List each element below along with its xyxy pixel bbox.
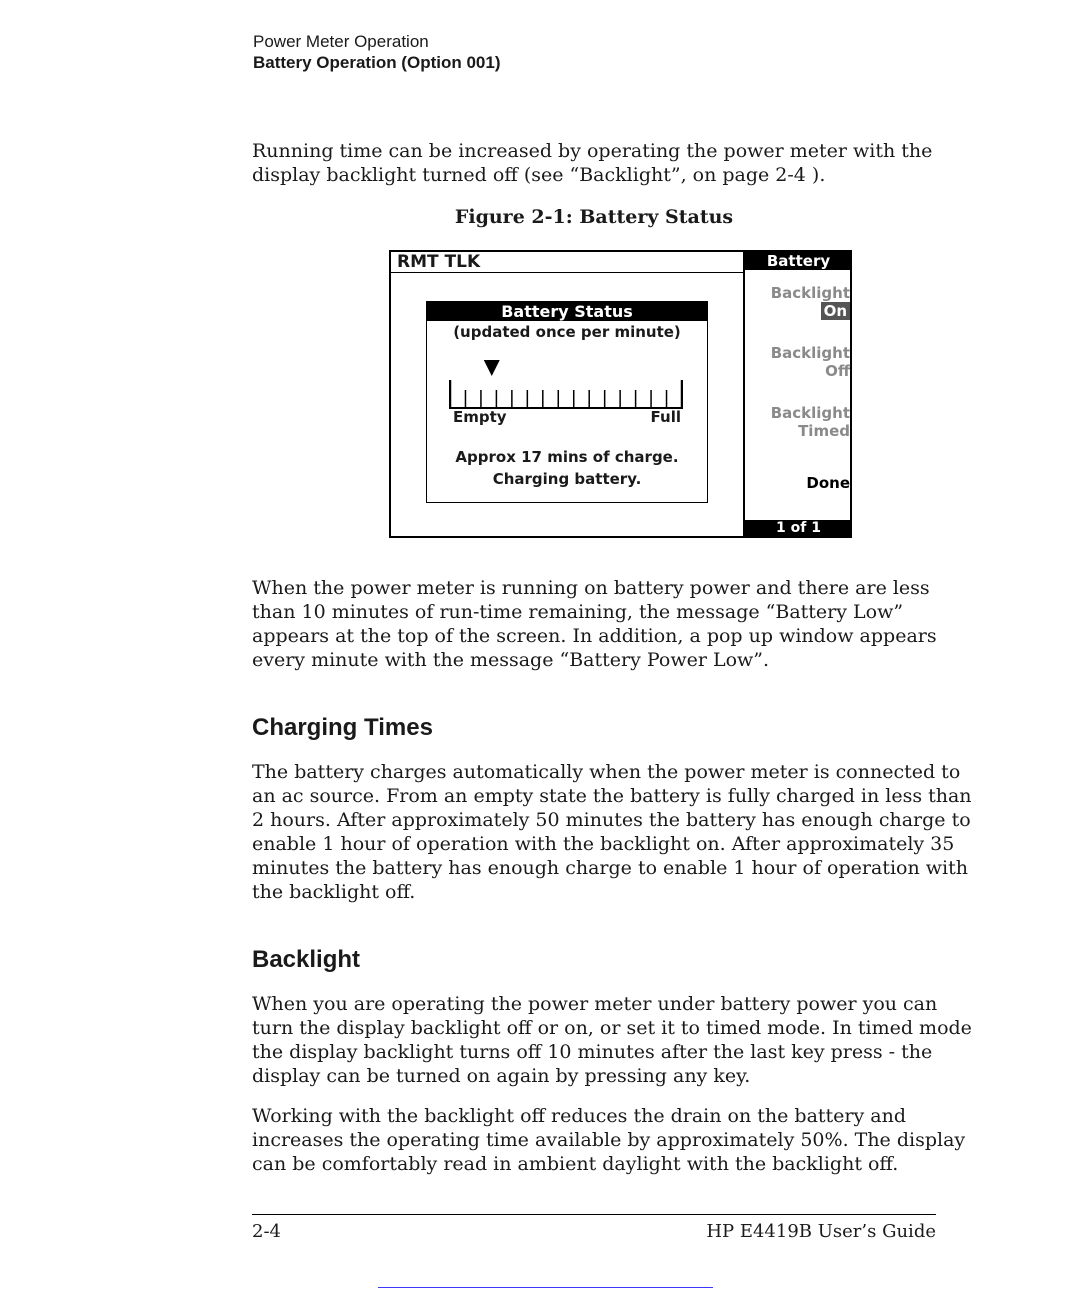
text-line: display can be turned on again by pressing any key. — [252, 1065, 751, 1087]
softkey-label: Backlight — [770, 284, 850, 302]
text-line: than 10 minutes of run-time remaining, the message “Battery Low” — [252, 601, 904, 623]
link-underline[interactable] — [378, 1287, 713, 1288]
softkey-done[interactable] — [806, 474, 850, 492]
text-line: turn the display backlight off or on, or set it to timed mode. In timed mode — [252, 1017, 972, 1039]
charge-gauge — [449, 358, 683, 412]
gauge-ticks — [450, 380, 682, 408]
menu-title: Battery — [745, 252, 852, 270]
softkey-menu — [743, 252, 852, 536]
text-line: Working with the backlight off reduces the drain on the battery and — [252, 1105, 906, 1127]
gauge-full-label: Full — [650, 408, 681, 426]
guide-title: HP E4419B User’s Guide — [706, 1221, 936, 1242]
battery-low-paragraph — [252, 576, 942, 672]
status-bar — [391, 252, 743, 273]
text-line: The battery charges automatically when the power meter is connected to — [252, 761, 961, 783]
heading-charging-times: Charging Times — [252, 714, 433, 741]
softkey-label: Backlight — [770, 404, 850, 422]
text-line: the display backlight turns off 10 minutes after the last key press - the — [252, 1041, 933, 1063]
popup-title: Battery Status — [427, 302, 707, 321]
backlight-paragraph-1 — [252, 992, 972, 1088]
softkey-label: Backlight — [770, 344, 850, 362]
text-line: When you are operating the power meter under battery power you can — [252, 993, 938, 1015]
text-line: increases the operating time available by approximately 50%. The display — [252, 1129, 966, 1151]
charging-message: Charging battery. — [492, 470, 642, 488]
heading-backlight: Backlight — [252, 946, 361, 973]
footer-rule — [252, 1214, 936, 1215]
softkey-label: Done — [806, 474, 850, 492]
running-header-section: Power Meter Operation — [253, 32, 429, 51]
softkey-backlight-on[interactable] — [771, 284, 850, 320]
remote-status: RMT TLK — [397, 252, 481, 272]
text-line: can be comfortably read in ambient daylight with the backlight off. — [252, 1153, 899, 1175]
text-line: Running time can be increased by operating the power meter with the — [252, 140, 933, 162]
charge-remaining-message: Approx 17 mins of charge. — [455, 448, 679, 466]
text-line: an ac source. From an empty state the battery is fully charged in less than — [252, 785, 972, 807]
text-line: display backlight turned off (see “Backlight”, on page 2-4 ). — [252, 164, 826, 186]
page-indicator: 1 of 1 — [745, 520, 852, 536]
text-line: 2 hours. After approximately 50 minutes the battery has enough charge to — [252, 809, 971, 831]
intro-paragraph — [252, 139, 942, 187]
softkey-value: Off — [825, 362, 850, 380]
running-header-subsection: Battery Operation (Option 001) — [253, 53, 501, 72]
text-line: the backlight off. — [252, 881, 416, 903]
text-line: When the power meter is running on battery power and there are less — [252, 577, 930, 599]
softkey-selected-value: On — [821, 302, 850, 320]
battery-status-popup — [426, 301, 708, 503]
charge-pointer — [484, 360, 500, 376]
gauge-empty-label: Empty — [453, 408, 507, 426]
text-line: every minute with the message “Battery Power Low”. — [252, 649, 770, 671]
page-number: 2-4 — [252, 1221, 281, 1242]
battery-status-screen — [389, 250, 852, 538]
text-line: minutes the battery has enough charge to enable 1 hour of operation with — [252, 857, 968, 879]
softkey-backlight-off[interactable] — [771, 344, 850, 380]
popup-subtitle: (updated once per minute) — [453, 323, 681, 341]
softkey-backlight-timed[interactable] — [771, 404, 850, 440]
text-line: appears at the top of the screen. In addition, a pop up window appears — [252, 625, 937, 647]
charging-times-paragraph — [252, 760, 972, 904]
backlight-paragraph-2 — [252, 1104, 966, 1176]
text-line: enable 1 hour of operation with the backlight on. After approximately 35 — [252, 833, 955, 855]
softkey-value: Timed — [798, 422, 850, 440]
figure-caption: Figure 2-1: Battery Status — [454, 206, 734, 228]
